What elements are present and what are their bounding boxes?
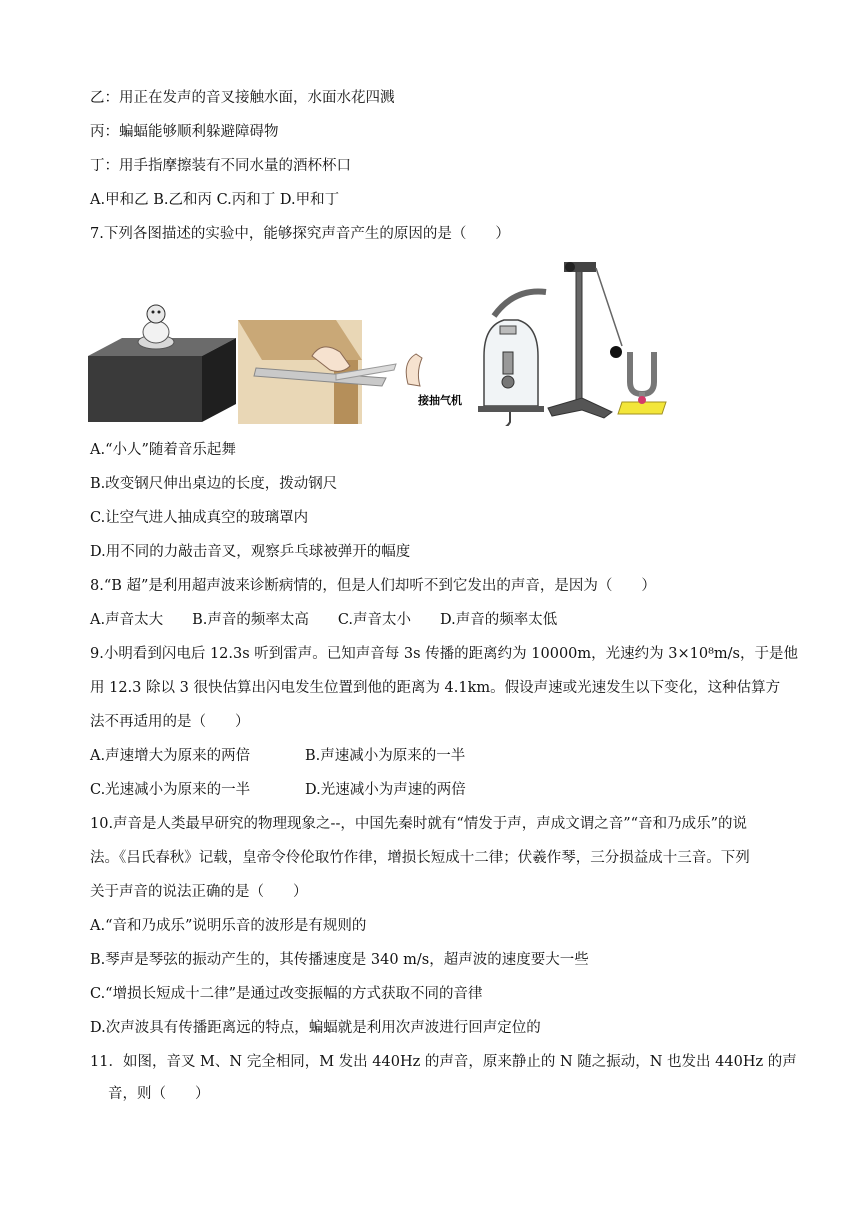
- q10-option-a: A.“音和乃成乐”说明乐音的波形是有规则的: [90, 918, 367, 934]
- tuning-fork-illustration: [548, 262, 666, 418]
- q9-option-a: A.声速增大为原来的两倍: [90, 748, 251, 764]
- q10-option-b: B.琴声是琴弦的振动产生的，其传播速度是 340 m/s，超声波的速度要大一些: [90, 952, 589, 968]
- q11-stem-line1: 11．如图，音叉 M、N 完全相同，M 发出 440Hz 的声音，原来静止的 N 随之振动，N 也发出 440Hz 的声: [90, 1054, 797, 1070]
- q8-options: A.声音太大 B.声音的频率太高 C.声音太小 D.声音的频率太低: [90, 612, 558, 628]
- q10-stem-line1: 10.声音是人类最早研究的物理现象之--，中国先秦时就有“情发于声，声成文谓之音”“音和乃成乐”的说: [90, 816, 748, 832]
- q6-options: A.甲和乙 B.乙和丙 C.丙和丁 D.甲和丁: [90, 192, 340, 208]
- text-line-yi: 乙：用正在发声的音叉接触水面，水面水花四溅: [90, 90, 395, 106]
- q9-stem-line1: 9.小明看到闪电后 12.3s 听到雷声。已知声音每 3s 传播的距离约为 10000m，光速约为 3×10⁸m/s，于是他: [90, 646, 798, 662]
- q10-option-c: C.“增损长短成十二律”是通过改变振幅的方式获取不同的音律: [90, 986, 483, 1002]
- q11-stem-line2: 音，则（ ）: [108, 1086, 210, 1102]
- q8-stem: 8.“B 超”是利用超声波来诊断病情的，但是人们却听不到它发出的声音，是因为（ ）: [90, 578, 656, 594]
- q10-stem-line2: 法。《吕氏春秋》记载，皇帝令伶伦取竹作律，增损长短成十二律；伏羲作琴，三分损益成十三音。下列: [90, 850, 750, 866]
- q7-option-c: C.让空气进人抽成真空的玻璃罩内: [90, 510, 309, 526]
- q7-figures: [86, 256, 676, 426]
- q9-option-c: C.光速减小为原来的一半: [90, 782, 251, 798]
- q10-stem-line3: 关于声音的说法正确的是（ ）: [90, 884, 308, 900]
- steel-ruler-illustration: [238, 320, 422, 424]
- q9-stem-line2: 用 12.3 除以 3 很快估算出闪电发生位置到他的距离为 4.1km。假设声速或光速发生以下变化，这种估算方: [90, 680, 781, 696]
- q9-stem-line3: 法不再适用的是（ ）: [90, 714, 250, 730]
- pump-label: 接抽气机: [418, 394, 462, 407]
- q9-option-b: B.声速减小为原来的一半: [305, 748, 466, 764]
- q7-option-a: A.“小人”随着音乐起舞: [90, 442, 236, 458]
- q7-option-b: B.改变钢尺伸出桌边的长度，拨动钢尺: [90, 476, 338, 492]
- q7-stem: 7.下列各图描述的实验中，能够探究声音产生的原因的是（ ）: [90, 226, 510, 242]
- q9-option-d: D.光速减小为声速的两倍: [305, 782, 466, 798]
- q10-option-d: D.次声波具有传播距离远的特点，蝙蝠就是利用次声波进行回声定位的: [90, 1020, 541, 1036]
- text-line-ding: 丁：用手指摩擦装有不同水量的酒杯杯口: [90, 158, 351, 174]
- dancing-figure-illustration: [88, 305, 236, 422]
- text-line-bing: 丙：蝙蝠能够顺利躲避障碍物: [90, 124, 279, 140]
- bell-jar-illustration: [417, 292, 546, 427]
- q7-option-d: D.用不同的力敲击音叉，观察乒乓球被弹开的幅度: [90, 544, 411, 560]
